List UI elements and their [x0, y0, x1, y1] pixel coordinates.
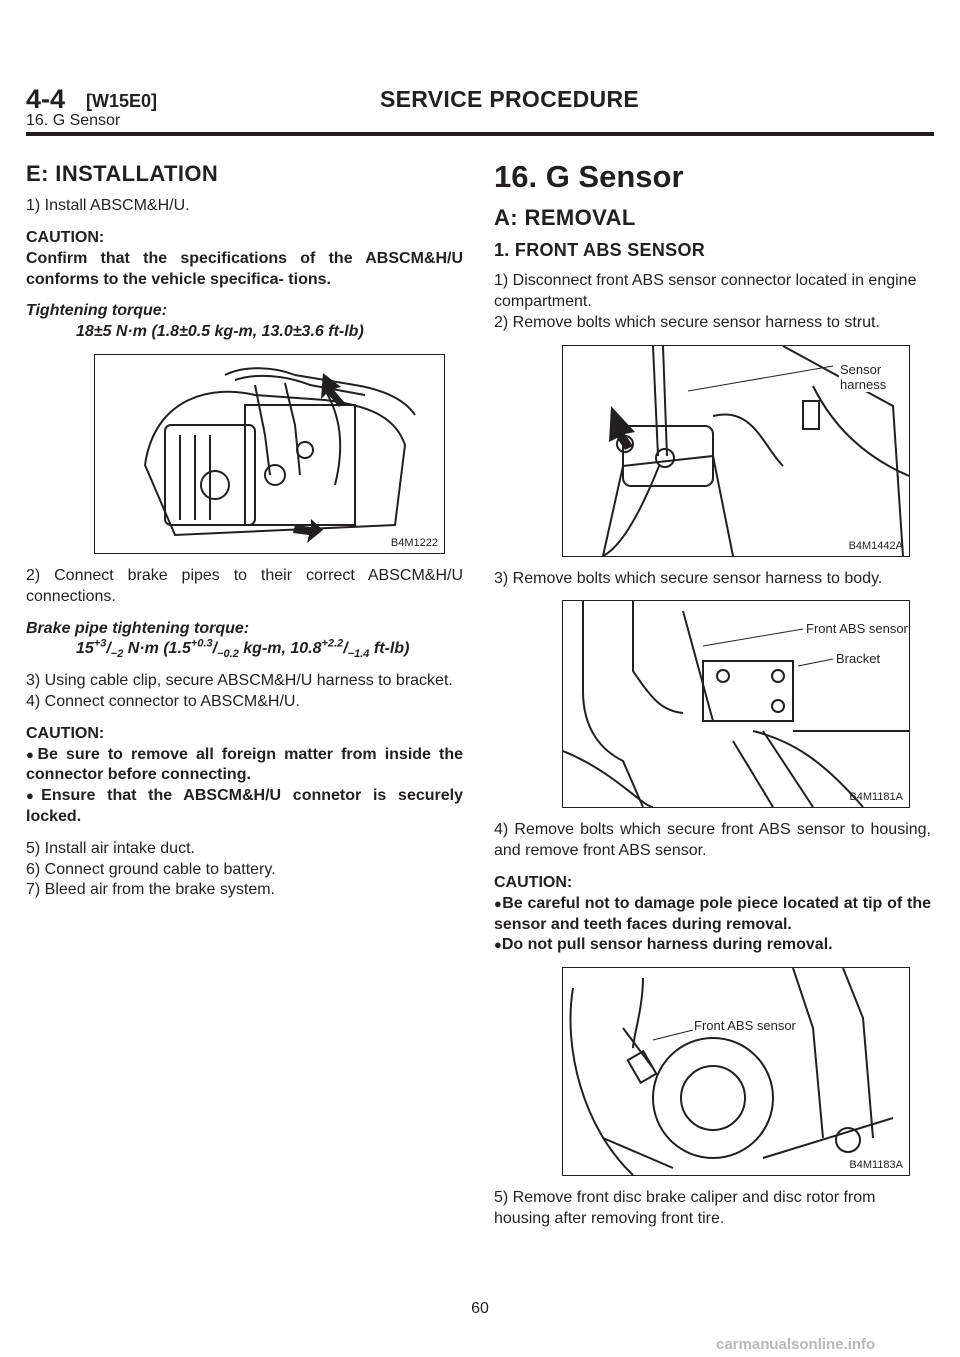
- install-step-7: 7) Bleed air from the brake system.: [26, 881, 275, 899]
- bullet-icon: ●: [26, 746, 38, 762]
- removal-step-1: 1) Disconnect front ABS sensor connector located in engine compartment.: [494, 272, 917, 311]
- front-abs-sensor-heading: 1. FRONT ABS SENSOR: [494, 240, 706, 261]
- install-step-1: 1) Install ABSCM&H/U.: [26, 197, 190, 215]
- torque-value: 18±5 N·m (1.8±0.5 kg-m, 13.0±3.6 ft-lb): [76, 323, 364, 341]
- section-ref: [W15E0]: [86, 91, 158, 111]
- install-step-4: 4) Connect connector to ABSCM&H/U.: [26, 692, 300, 710]
- removal-heading: A: REMOVAL: [494, 205, 636, 231]
- left-column: [26, 160, 463, 901]
- arrow-icon: [609, 406, 635, 450]
- brake-torque-value: $15^{+3}/_{-2}$ N·m ($1.5^{+0.3}/_{-0.2}$ kg-m, $10.8^{+2.2}/_{-1.4}$ ft-lb): [76, 638, 410, 661]
- install-step-6: 6) Connect ground cable to battery.: [26, 860, 276, 878]
- removal-step-3: 3) Remove bolts which secure sensor harness to body.: [494, 569, 883, 587]
- front-abs-sensor-label: Front ABS sensor: [694, 1018, 796, 1034]
- figure-code: B4M1222: [390, 536, 438, 549]
- right-column: [494, 160, 931, 1230]
- watermark: carmanualsonline.info: [716, 1336, 876, 1353]
- install-step-2: 2) Connect brake pipes to their correct ABSCM&H/U connections.: [26, 566, 463, 605]
- caution-2-item-a: ●Be sure to remove all foreign matter from inside the connector before connecting.: [26, 745, 463, 784]
- front-abs-sensor-bracket-figure: [562, 600, 910, 808]
- install-step-3: 3) Using cable clip, secure ABSCM&H/U harness to bracket.: [26, 672, 453, 690]
- sensor-harness-label: Sensor harness: [839, 362, 909, 392]
- caution-2-label: CAUTION:: [26, 724, 105, 742]
- bracket-label: Bracket: [836, 651, 881, 667]
- figure-code: B4M1181A: [849, 791, 903, 804]
- arrow-icon: [293, 519, 323, 543]
- figure-code: B4M1183A: [849, 1159, 903, 1172]
- removal-caution-item-a: ●Be careful not to damage pole piece located at tip of the sensor and teeth faces during removal.: [494, 894, 931, 933]
- brake-torque-label: Brake pipe tightening torque:: [26, 619, 250, 637]
- abscm-unit-drawing: [95, 355, 444, 553]
- abscm-unit-figure: [94, 354, 445, 554]
- removal-step-4: 4) Remove bolts which secure front ABS sensor to housing, and remove front ABS sensor.: [494, 821, 931, 860]
- torque-label: Tightening torque:: [26, 302, 168, 320]
- caution-spec-text: Confirm that the specifications of the ABSCM&H/U conforms to the vehicle specifica- tions.: [26, 249, 463, 288]
- header-rule: [26, 132, 934, 136]
- removal-caution-item-b: ●Do not pull sensor harness during removal.: [494, 936, 833, 954]
- removal-step-2: 2) Remove bolts which secure sensor harness to strut.: [494, 313, 880, 331]
- removal-caution-label: CAUTION:: [494, 874, 573, 892]
- caution-label: CAUTION:: [26, 228, 105, 246]
- page-number: 60: [471, 1300, 489, 1317]
- bullet-icon: ●: [26, 788, 42, 804]
- page-title: SERVICE PROCEDURE: [380, 86, 640, 112]
- abs-sensor-housing-drawing: [563, 968, 909, 1175]
- removal-step-5: 5) Remove front disc brake caliper and disc rotor from housing after removing front tire.: [494, 1189, 876, 1228]
- g-sensor-heading: 16. G Sensor: [494, 159, 684, 194]
- caution-2-item-b: ●Ensure that the ABSCM&H/U connetor is securely locked.: [26, 787, 463, 825]
- install-step-5: 5) Install air intake duct.: [26, 839, 195, 857]
- installation-heading: E: INSTALLATION: [26, 161, 219, 186]
- front-abs-sensor-housing-figure: [562, 967, 910, 1176]
- sensor-harness-figure: [562, 345, 910, 557]
- bullet-icon: ●: [494, 937, 502, 953]
- page-subtitle: 16. G Sensor: [26, 112, 121, 129]
- bullet-icon: ●: [494, 895, 503, 911]
- figure-code: B4M1442A: [848, 539, 903, 552]
- section-code: 4-4: [26, 84, 66, 114]
- front-abs-sensor-label: Front ABS sensor: [806, 621, 908, 637]
